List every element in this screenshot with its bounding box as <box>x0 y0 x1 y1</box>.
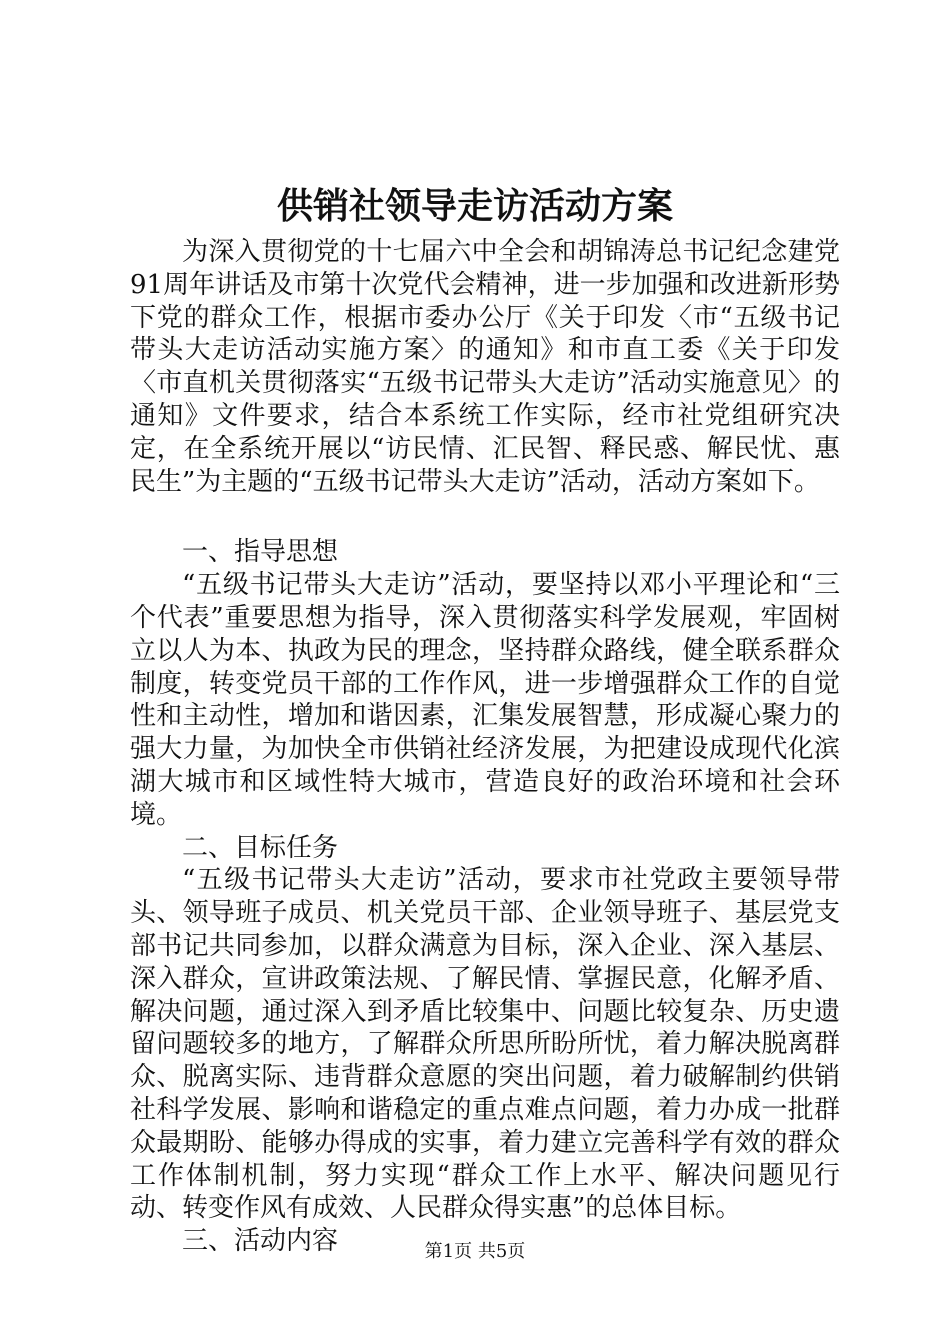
intro-paragraph: 为深入贯彻党的十七届六中全会和胡锦涛总书记纪念建党91周年讲话及市第十次党代会精神，进一步加强和改进新形势下党的群众工作，根据市委办公厅《关于印发〈市“五级书记带头大走访活动实施方案〉的通知》和市直工委《关于印发〈市直机关贯彻落实“五级书记带头大走访”活动实施意见〉的通知》文件要求，结合本系统工作实际，经市社党组研究决定，在全系统开展以“访民情、汇民智、释民惑、解民忧、惠民生”为主题的“五级书记带头大走访”活动，活动方案如下。 <box>130 237 840 497</box>
page-footer: 第1页 共5页 <box>424 1241 526 1262</box>
section-paragraph-guiding-ideology: “五级书记带头大走访”活动，要坚持以邓小平理论和“三个代表”重要思想为指导，深入贯彻落实科学发展观，牢固树立以人为本、执政为民的理念，坚持群众路线，健全联系群众制度，转变党员干部的工作作风，进一步增强群众工作的自觉性和主动性，增加和谐因素，汇集发展智慧，形成凝心聚力的强大力量，为加快全市供销社经济发展，为把建设成现代化滨湖大城市和区域性特大城市，营造良好的政治环境和社会环境。 <box>130 570 840 830</box>
section-heading-activity-content: 三、活动内容 <box>182 1226 339 1257</box>
paragraph-gap <box>130 498 840 536</box>
document-body <box>130 236 840 1258</box>
section-heading-goals: 二、目标任务 <box>182 832 339 863</box>
section-heading-guiding-ideology: 一、指导思想 <box>182 537 339 568</box>
document-title: 供销社领导走访活动方案 <box>276 185 673 227</box>
section-paragraph-goals: “五级书记带头大走访”活动，要求市社党政主要领导带头、领导班子成员、机关党员干部、企业领导班子、基层党支部书记共同参加，以群众满意为目标，深入企业、深入基层、深入群众，宣讲政策法规、了解民情、掌握民意，化解矛盾、解决问题，通过深入到矛盾比较集中、问题比较复杂、历史遗留问题较多的地方，了解群众所思所盼所忧，着力解决脱离群众、脱离实际、违背群众意愿的突出问题，着力破解制约供销社科学发展、影响和谐稳定的重点难点问题，着力办成一批群众最期盼、能够办得成的实事，着力建立完善科学有效的群众工作体制机制，努力实现“群众工作上水平、解决问题见行动、转变作风有成效、人民群众得实惠”的总体目标。 <box>130 865 840 1224</box>
